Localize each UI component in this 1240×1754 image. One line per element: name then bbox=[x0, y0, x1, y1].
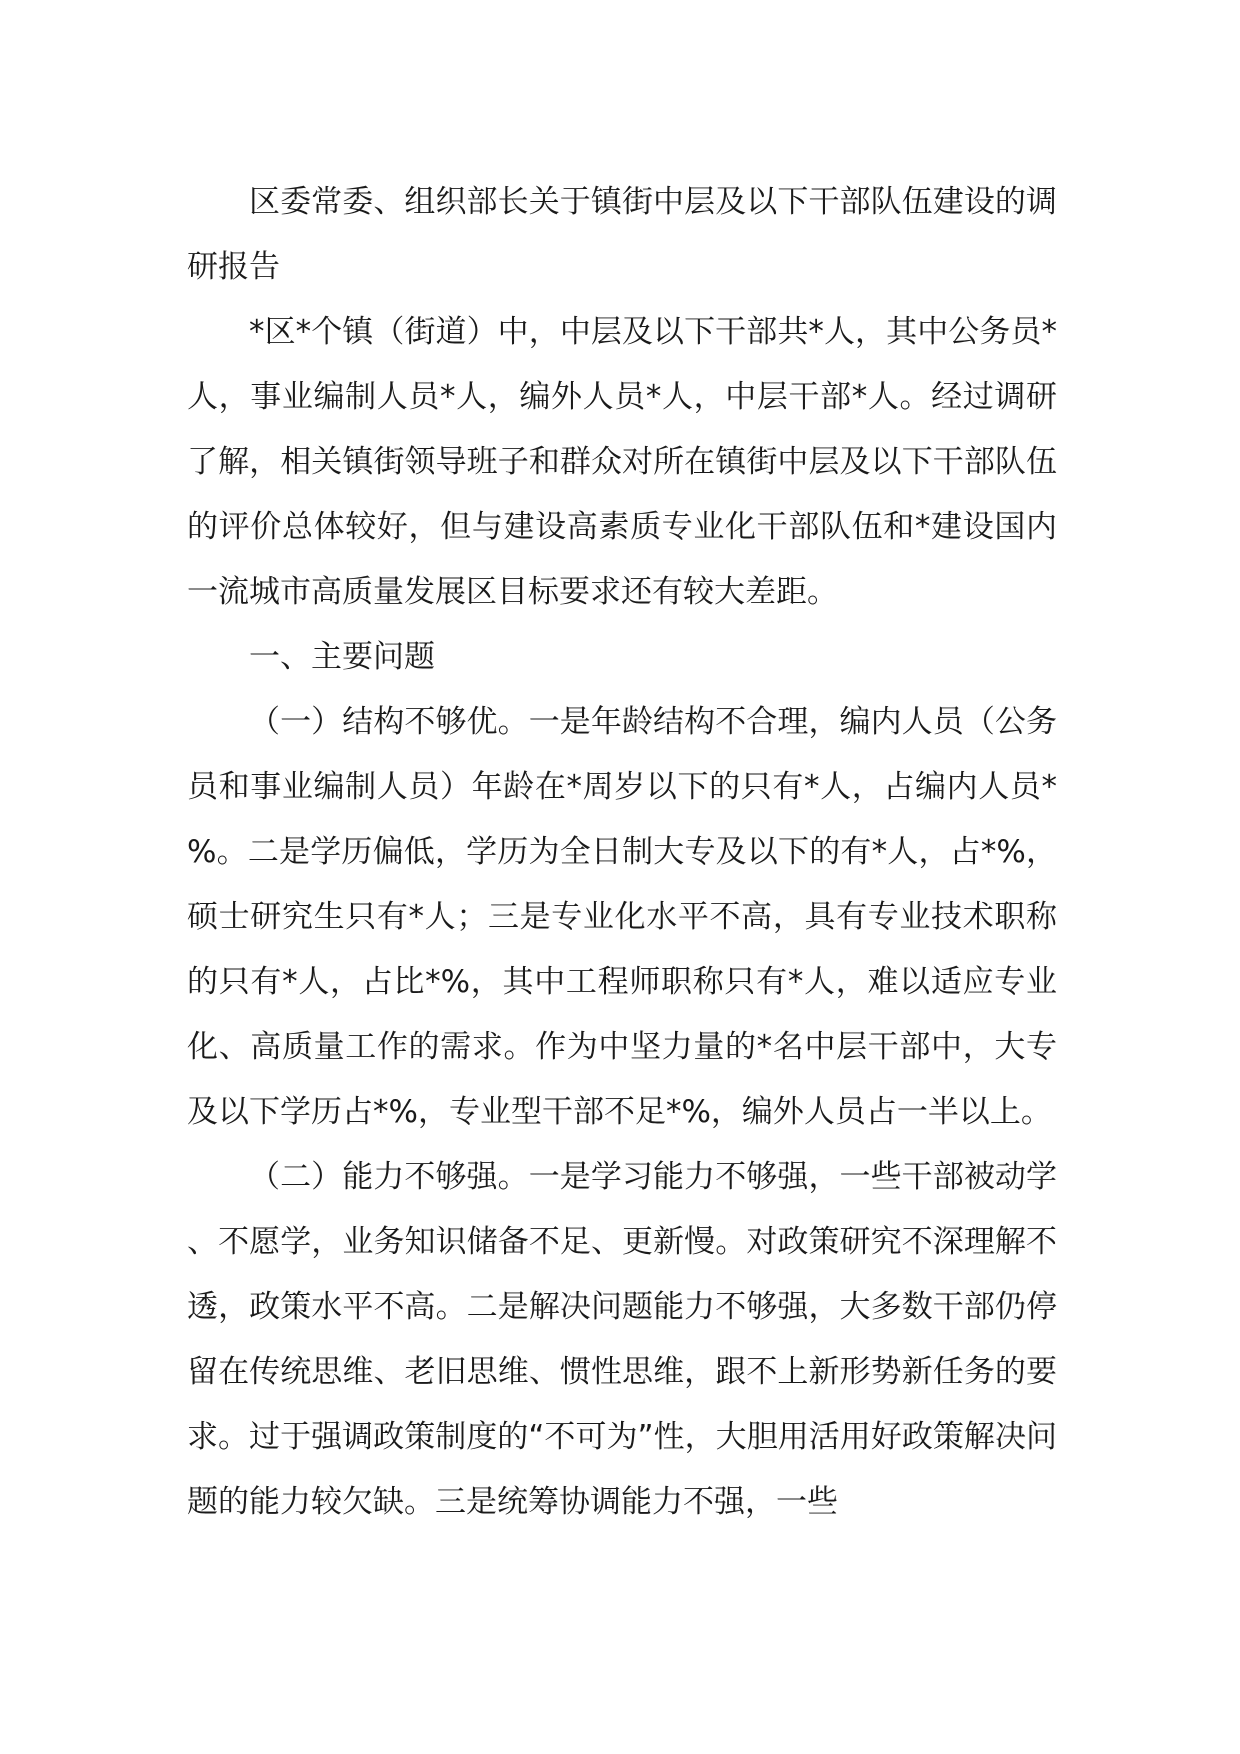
document-page bbox=[187, 170, 1057, 1535]
section-heading-main-problems: 一、主要问题 bbox=[249, 639, 435, 675]
document-title: 区委常委、组织部长关于镇街中层及以下干部队伍建设的调研报告 bbox=[187, 184, 1057, 285]
subsection-structure-paragraph: （一）结构不够优。一是年龄结构不合理，编内人员（公务员和事业编制人员）年龄在*周岁以下的只有*人，占编内人员*%。二是学历偏低，学历为全日制大专及以下的有*人，占*%，硕士研究生只有*人；三是专业化水平不高，具有专业技术职称的只有*人，占比*%，其中工程师职称只有*人，难以适应专业化、高质量工作的需求。作为中坚力量的*名中层干部中，大专及以下学历占*%，专业型干部不足*%，编外人员占一半以上。 bbox=[187, 704, 1057, 1130]
subsection-ability-paragraph: （二）能力不够强。一是学习能力不够强，一些干部被动学、不愿学，业务知识储备不足、更新慢。对政策研究不深理解不透，政策水平不高。二是解决问题能力不够强，大多数干部仍停留在传统思维、老旧思维、惯性思维，跟不上新形势新任务的要求。过于强调政策制度的“不可为”性，大胆用活用好政策解决问题的能力较欠缺。三是统筹协调能力不强，一些 bbox=[187, 1159, 1057, 1520]
intro-paragraph: *区*个镇（街道）中，中层及以下干部共*人，其中公务员*人，事业编制人员*人，编外人员*人，中层干部*人。经过调研了解，相关镇街领导班子和群众对所在镇街中层及以下干部队伍的评价总体较好，但与建设高素质专业化干部队伍和*建设国内一流城市高质量发展区目标要求还有较大差距。 bbox=[187, 314, 1057, 610]
